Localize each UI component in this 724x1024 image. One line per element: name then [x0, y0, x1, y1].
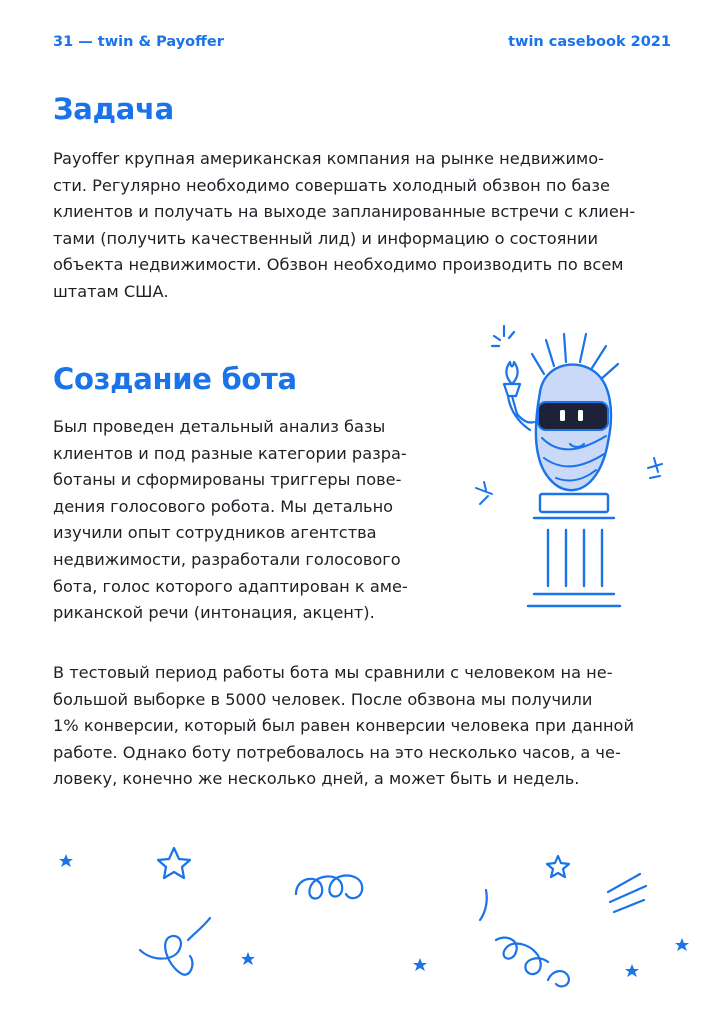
- test-line: В тестовый период работы бота мы сравнили с человеком на не-: [53, 663, 613, 682]
- squiggle-icon: [296, 876, 362, 899]
- star-icon: [547, 856, 569, 877]
- star-icon: [625, 964, 639, 977]
- star-icon: [241, 952, 255, 965]
- section-title-bot: Создание бота: [53, 362, 297, 396]
- test-paragraph: [53, 660, 673, 793]
- star-icon: [413, 958, 427, 971]
- task-line: клиентов и получать на выходе запланированные встречи с клиен-: [53, 202, 636, 222]
- star-icon: [59, 854, 73, 867]
- header-casebook-title: twin casebook 2021: [508, 34, 671, 50]
- spark-icon: [492, 326, 514, 346]
- bot-line: бота, голос которого адаптирован к аме-: [53, 576, 408, 596]
- task-line: штатам США.: [53, 281, 169, 301]
- pedestal-icon: [528, 494, 620, 606]
- bot-paragraph: [53, 414, 413, 627]
- bot-line: Был проведен детальный анализ базы: [53, 417, 386, 436]
- test-line: большой выборке в 5000 человек. После обзвона мы получили: [53, 689, 593, 709]
- bot-line: недвижимости, разработали голосового: [53, 549, 401, 569]
- test-line: работе. Однако боту потребовалось на это несколько часов, а че-: [53, 742, 621, 762]
- squiggle-icon: [140, 936, 192, 975]
- section-title-task: Задача: [53, 92, 174, 126]
- test-line: ловеку, конечно же несколько дней, а может быть и недель.: [53, 769, 580, 789]
- test-line: 1% конверсии, который был равен конверсии человека при данной: [53, 716, 634, 736]
- task-paragraph: [53, 146, 673, 306]
- task-line: тами (получить качественный лид) и информацию о состоянии: [53, 228, 599, 248]
- bot-line: клиентов и под разные категории разра-: [53, 443, 407, 463]
- star-icon: [675, 938, 689, 951]
- bot-line: риканской речи (интонация, акцент).: [53, 603, 375, 623]
- bot-line: ботаны и сформированы триггеры пове-: [53, 470, 402, 490]
- robot-visor: [538, 402, 608, 430]
- footer-decorations: [0, 840, 724, 1020]
- squiggle-icon: [496, 938, 548, 974]
- task-line: сти. Регулярно необходимо совершать холодный обзвон по базе: [53, 175, 610, 195]
- header-page-title: 31 — twin & Payoffer: [53, 34, 224, 50]
- task-line: Payoffer крупная американская компания на рынке недвижимо-: [53, 149, 605, 168]
- star-icon: [158, 848, 190, 878]
- bot-line: дения голосового робота. Мы детально: [53, 496, 394, 516]
- robot-liberty-illustration: [462, 318, 682, 618]
- page-header: [53, 34, 671, 56]
- task-line: объекта недвижимости. Обзвон необходимо производить по всем: [53, 255, 624, 275]
- torch-icon: [504, 362, 520, 414]
- bot-line: изучили опыт сотрудников агентства: [53, 523, 377, 543]
